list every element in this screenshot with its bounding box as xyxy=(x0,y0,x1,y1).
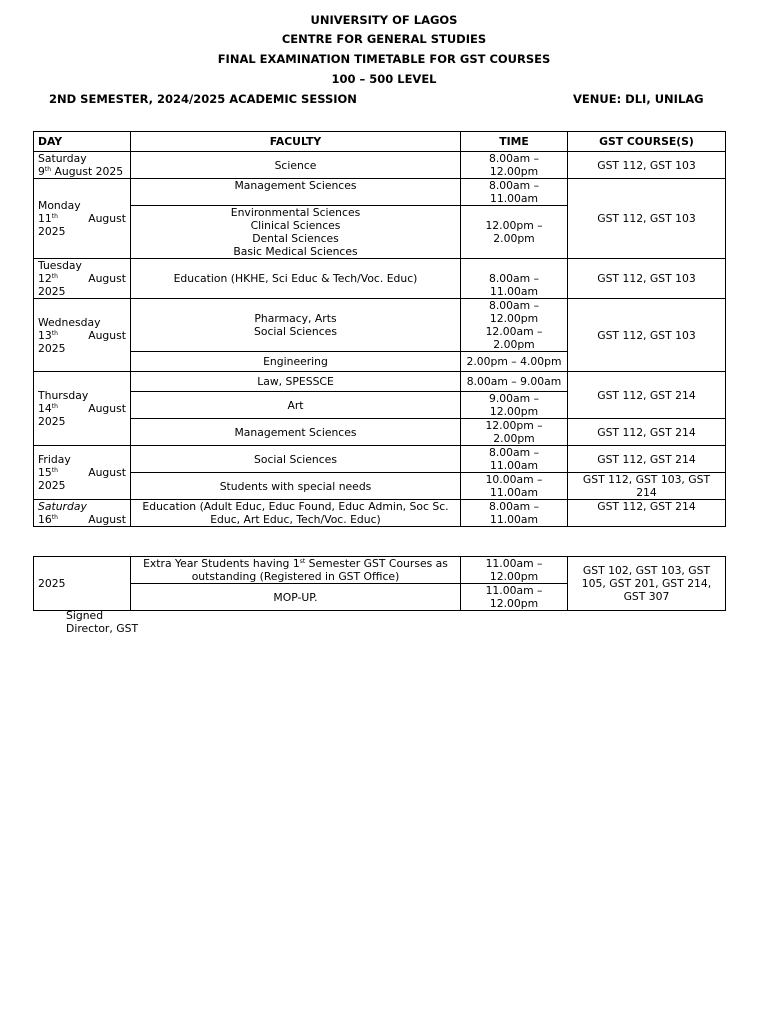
day-cell: Thursday 14th August 2025 xyxy=(34,372,131,446)
time-column-header: TIME xyxy=(461,132,568,152)
faculty-cell: Engineering xyxy=(131,352,461,372)
table-row xyxy=(34,179,726,206)
time-cell: 8.00am – 11.00am xyxy=(461,500,568,527)
day-cell: Friday 15th August 2025 xyxy=(34,446,131,500)
faculty-cell: Education (HKHE, Sci Educ & Tech/Voc. Educ) xyxy=(131,259,461,299)
continuation-table xyxy=(33,556,726,611)
faculty-cell: Education (Adult Educ, Educ Found, Educ Admin, Soc Sc. Educ, Art Educ, Tech/Voc. Educ) xyxy=(131,500,461,527)
courses-cell: GST 112, GST 103, GST 214 xyxy=(568,473,726,500)
faculty-cell: Extra Year Students having 1st Semester GST Courses as outstanding (Registered in GST Office) xyxy=(131,557,461,584)
signatory-title: Director, GST xyxy=(66,622,139,635)
time-cell: 9.00am – 12.00pm xyxy=(461,392,568,419)
faculty-cell: Law, SPESSCE xyxy=(131,372,461,392)
courses-column-header: GST COURSE(S) xyxy=(568,132,726,152)
timetable-title: FINAL EXAMINATION TIMETABLE FOR GST COURSES xyxy=(217,52,551,66)
time-cell: 2.00pm – 4.00pm xyxy=(461,352,568,372)
time-cell: 8.00am – 9.00am xyxy=(461,372,568,392)
table-row xyxy=(34,557,726,584)
day-column-header: DAY xyxy=(34,132,131,152)
faculty-cell: Students with special needs xyxy=(131,473,461,500)
time-cell: 11.00am – 12.00pm xyxy=(461,584,568,611)
courses-cell: GST 112, GST 103 xyxy=(568,299,726,372)
centre-title: CENTRE FOR GENERAL STUDIES xyxy=(281,32,487,46)
faculty-cell: Management Sciences xyxy=(131,179,461,206)
day-cell: 2025 xyxy=(34,557,131,611)
table-row xyxy=(34,473,726,500)
time-cell: 8.00am – 11.00am xyxy=(461,259,568,299)
venue-label: VENUE: DLI, UNILAG xyxy=(573,92,704,106)
level-title: 100 – 500 LEVEL xyxy=(331,72,437,86)
courses-cell: GST 112, GST 214 xyxy=(568,500,726,527)
time-cell: 8.00am – 11.00am xyxy=(461,446,568,473)
courses-cell: GST 112, GST 103 xyxy=(568,259,726,299)
faculty-cell: Science xyxy=(131,152,461,179)
faculty-column-header: FACULTY xyxy=(131,132,461,152)
time-cell: 8.00am – 12.00pm 12.00am – 2.00pm xyxy=(461,299,568,352)
time-cell: 11.00am – 12.00pm xyxy=(461,557,568,584)
day-cell: Wednesday 13th August 2025 xyxy=(34,299,131,372)
faculty-cell: Art xyxy=(131,392,461,419)
table-row xyxy=(34,446,726,473)
table-row xyxy=(34,259,726,299)
day-cell: Saturday 16th August xyxy=(34,500,131,527)
courses-cell: GST 112, GST 103 xyxy=(568,179,726,259)
header-row xyxy=(34,132,726,152)
time-cell: 12.00pm – 2.00pm xyxy=(461,206,568,259)
timetable-table xyxy=(33,131,726,527)
signature-label: Signed xyxy=(66,609,104,622)
day-cell: Tuesday 12th August 2025 xyxy=(34,259,131,299)
university-title: UNIVERSITY OF LAGOS xyxy=(310,13,458,27)
table-row xyxy=(34,299,726,352)
table-row xyxy=(34,500,726,527)
faculty-cell: Pharmacy, Arts Social Sciences xyxy=(131,299,461,352)
table-row xyxy=(34,152,726,179)
day-cell: Monday 11th August 2025 xyxy=(34,179,131,259)
courses-cell: GST 112, GST 214 xyxy=(568,372,726,419)
semester-label: 2ND SEMESTER, 2024/2025 ACADEMIC SESSION xyxy=(49,92,357,106)
table-row xyxy=(34,372,726,392)
courses-cell: GST 112, GST 214 xyxy=(568,419,726,446)
faculty-cell: Social Sciences xyxy=(131,446,461,473)
faculty-cell: MOP-UP. xyxy=(131,584,461,611)
table-row xyxy=(34,419,726,446)
time-cell: 12.00pm – 2.00pm xyxy=(461,419,568,446)
faculty-cell: Environmental Sciences Clinical Sciences Dental Sciences Basic Medical Sciences xyxy=(131,206,461,259)
courses-cell: GST 112, GST 214 xyxy=(568,446,726,473)
day-cell: Saturday 9th August 2025 xyxy=(34,152,131,179)
courses-cell: GST 112, GST 103 xyxy=(568,152,726,179)
time-cell: 8.00am – 11.00am xyxy=(461,179,568,206)
time-cell: 10.00am – 11.00am xyxy=(461,473,568,500)
time-cell: 8.00am – 12.00pm xyxy=(461,152,568,179)
faculty-cell: Management Sciences xyxy=(131,419,461,446)
courses-cell: GST 102, GST 103, GST 105, GST 201, GST 214, GST 307 xyxy=(568,557,726,611)
